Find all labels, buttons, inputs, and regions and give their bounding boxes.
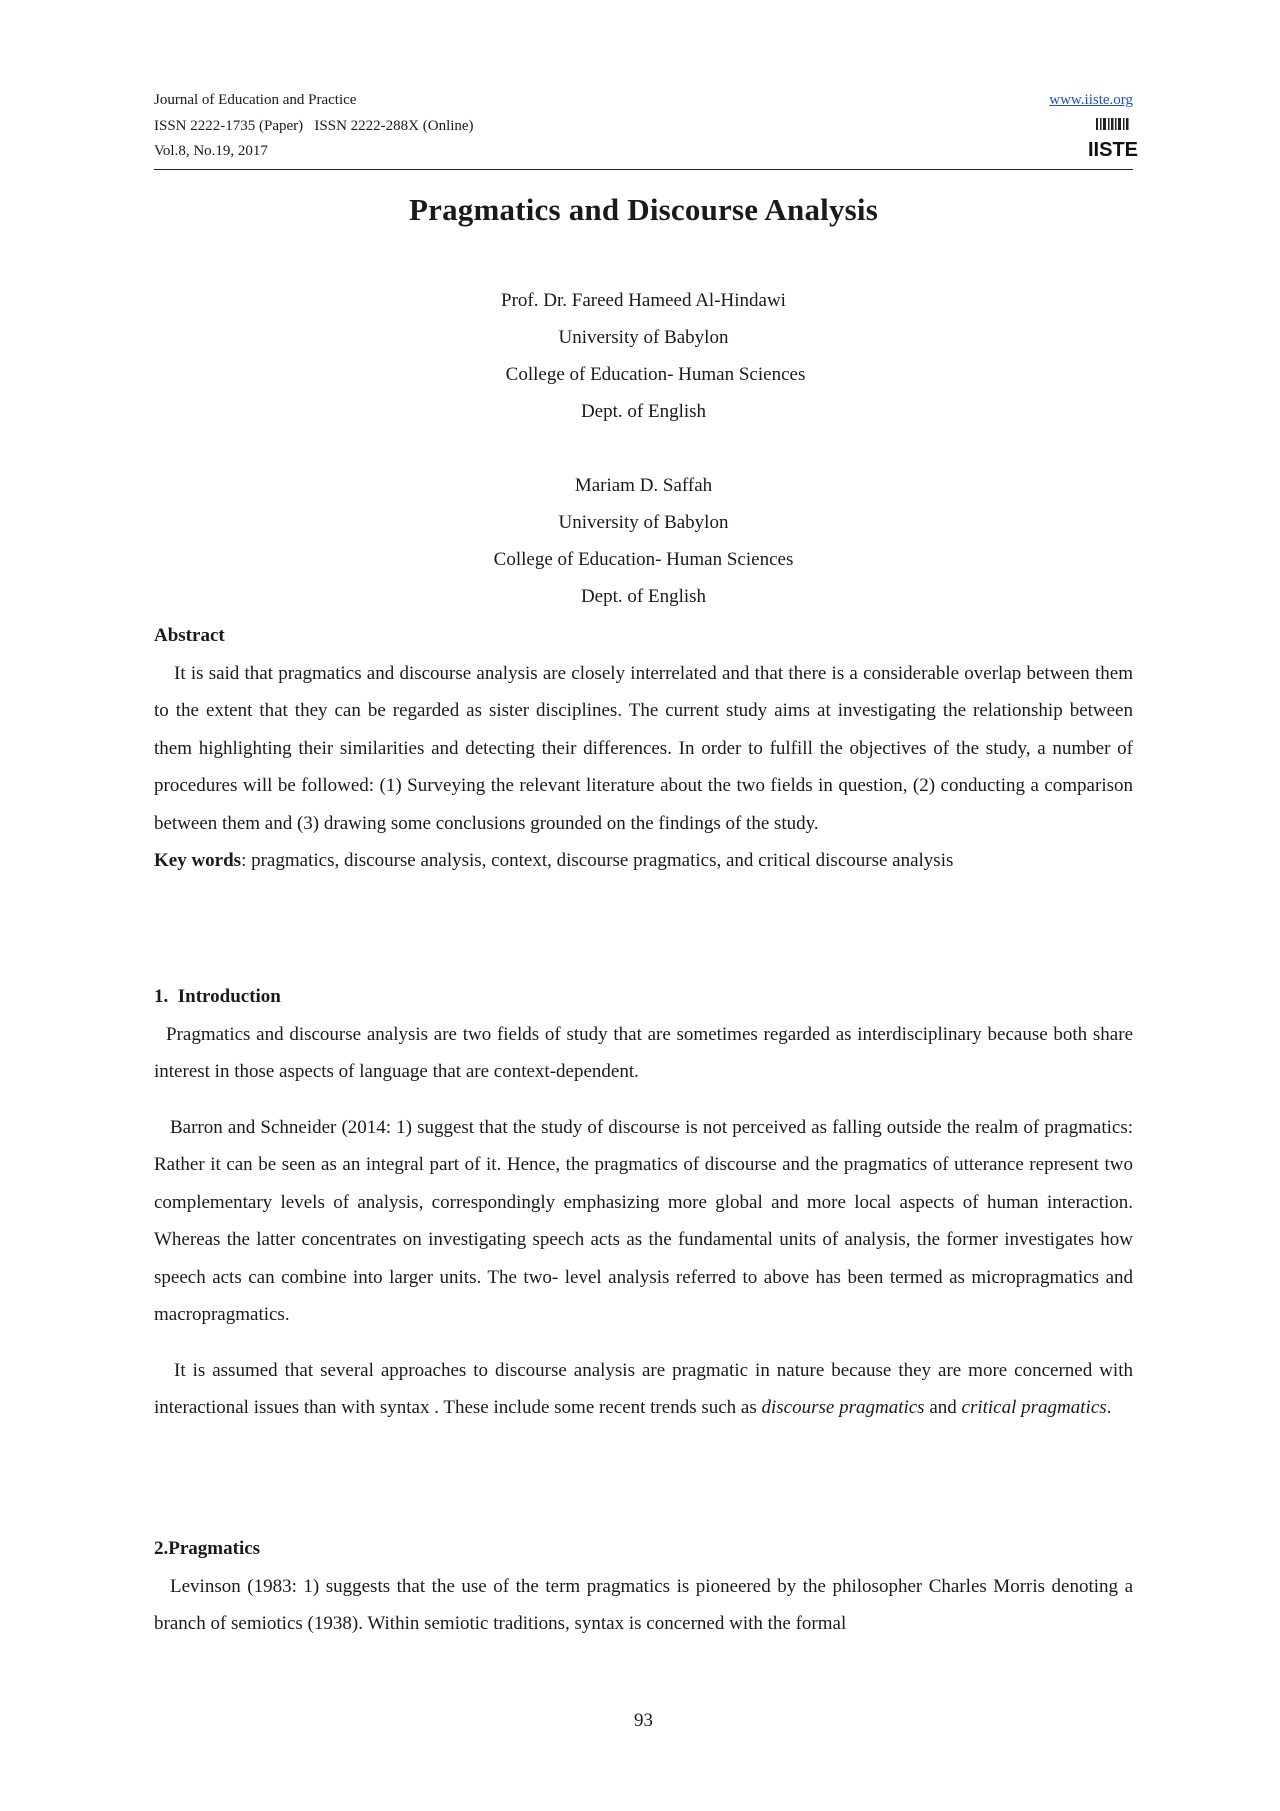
author-dept: Dept. of English (580, 586, 707, 607)
journal-name: Journal of Education and Practice (154, 92, 357, 108)
page-number: 93 (634, 1710, 653, 1731)
journal-volume: Vol.8, No.19, 2017 (154, 143, 268, 159)
author-university: University of Babylon (558, 512, 729, 533)
paragraph-text: and (924, 1397, 962, 1418)
logo-text: IISTE (1087, 139, 1139, 161)
author-name: Mariam D. Saffah (574, 475, 713, 496)
keywords-line (154, 842, 1133, 880)
journal-info (154, 88, 474, 165)
abstract-section (154, 617, 1133, 880)
journal-header (154, 88, 1139, 170)
keywords-text: : pragmatics, discourse analysis, context, discourse pragmatics, and critical discourse analysis (241, 850, 954, 871)
paper-page (154, 0, 1139, 1811)
author-university: University of Babylon (558, 327, 729, 348)
emphasis-term: discourse pragmatics (761, 1397, 925, 1418)
section-heading: 1. Introduction (154, 986, 281, 1007)
abstract-text: It is said that pragmatics and discourse analysis are closely interrelated and that there is a considerable overlap between them to the extent that they can be regarded as sister disciplines. The current study aims at investigating the relationship between them highlighting their similarities and detecting their differences. In order to fulfill the objectives of the study, a number of procedures will be followed: (1) Surveying the relevant literature about the two fields in question, (2) conducting a comparison between them and (3) drawing some conclusions grounded on the findings of the study. (154, 662, 1133, 834)
author-block-2 (154, 467, 1133, 615)
journal-url-link[interactable]: www.iiste.org (1049, 92, 1133, 108)
paragraph: Pragmatics and discourse analysis are two fields of study that are sometimes regarded as interdisciplinary because both share interest in those aspects of language that are context-dependent. (154, 1023, 1133, 1082)
abstract-heading: Abstract (154, 625, 225, 646)
section-heading: 2.Pragmatics (154, 1538, 261, 1559)
author-college: College of Education- Human Sciences (505, 364, 806, 385)
keywords-label: Key words (154, 850, 242, 871)
paragraph (154, 1352, 1133, 1427)
paragraph: Barron and Schneider (2014: 1) suggest that the study of discourse is not perceived as falling outside the realm of pragmatics: Rather it can be seen as an integral part of it. Hence, the pragmatics of discourse and the pragmatics of utterance represent two complementary levels of analysis, correspondingly emphasizing more global and more local aspects of human interaction. Whereas the latter concentrates on investigating speech acts as the fundamental units of analysis, the former investigates how speech acts can combine into larger units. The two- level analysis referred to above has been termed as micropragmatics and macropragmatics. (154, 1116, 1133, 1325)
introduction-section (154, 978, 1133, 1427)
paragraph-text: . (1106, 1397, 1112, 1418)
author-block-1 (154, 282, 1133, 430)
journal-issn: ISSN 2222-1735 (Paper) ISSN 2222-288X (Online) (154, 117, 474, 134)
author-college: College of Education- Human Sciences (493, 549, 794, 570)
iiste-logo-icon (1087, 116, 1139, 161)
emphasis-term: critical pragmatics (961, 1397, 1107, 1418)
pragmatics-section (154, 1530, 1133, 1643)
author-name: Prof. Dr. Fareed Hameed Al-Hindawi (501, 290, 786, 311)
author-dept: Dept. of English (580, 401, 707, 422)
paragraph-text: It is assumed that several approaches to discourse analysis are pragmatic in nature because they are more concerned with interactional issues than with syntax . These include some recent trends such as (154, 1359, 1133, 1418)
paragraph: Levinson (1983: 1) suggests that the use of the term pragmatics is pioneered by the philosopher Charles Morris denoting a branch of semiotics (1938). Within semiotic traditions, syntax is concerned with the formal (154, 1575, 1133, 1634)
header-divider (154, 169, 1133, 170)
paper-title: Pragmatics and Discourse Analysis (408, 192, 879, 227)
